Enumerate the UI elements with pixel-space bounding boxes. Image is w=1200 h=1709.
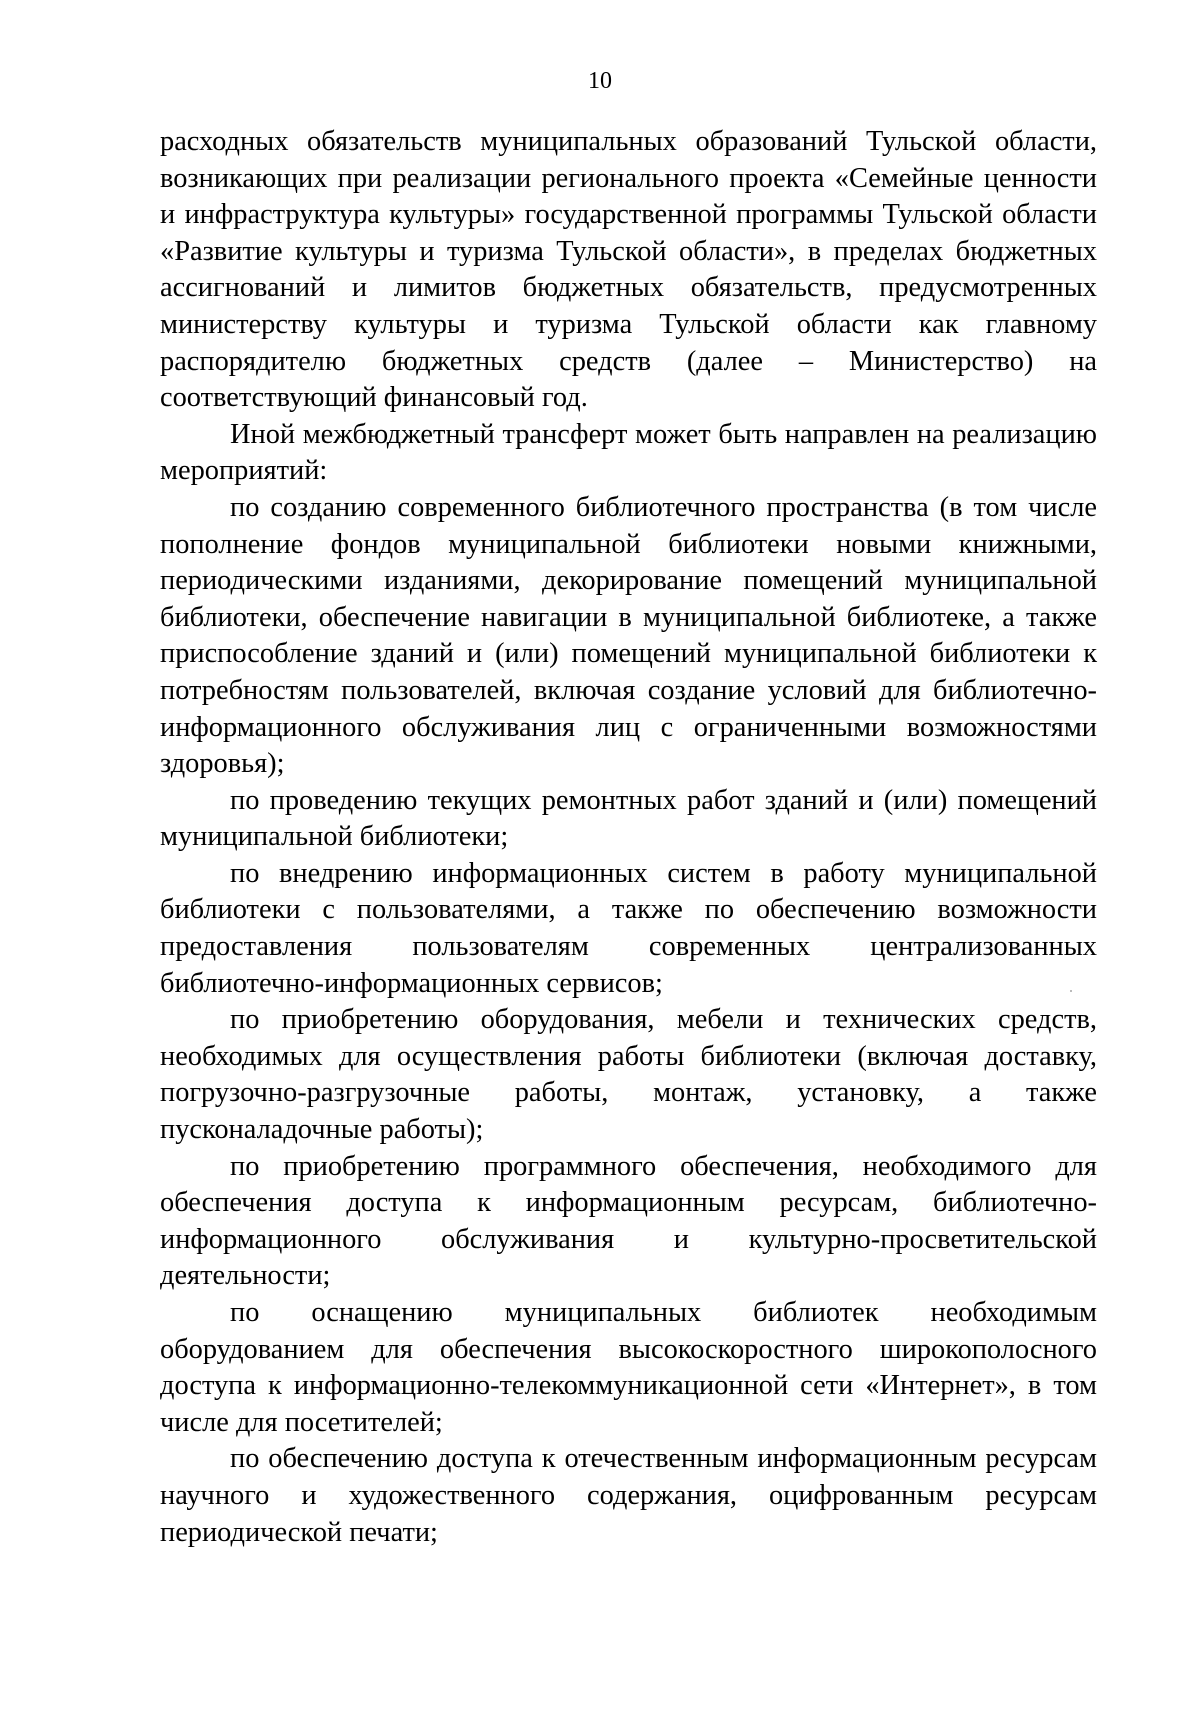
paragraph-transfer-purpose: Иной межбюджетный трансферт может быть направлен на реализацию мероприятий: bbox=[160, 418, 1097, 487]
paragraph-information-resources: по обеспечению доступа к отечественным информационным ресурсам научного и художественного содержания, оцифрованным ресурсам периодической печати; bbox=[160, 1443, 1097, 1548]
paragraph-information-systems: по внедрению информационных систем в работу муниципальной библиотеки с пользователями, а также по обеспечению возможности предоставления пользователям современных централизованных библиотечно-информационных сервисов; bbox=[160, 857, 1097, 999]
scan-speck bbox=[1070, 990, 1072, 992]
body-text bbox=[160, 124, 1097, 1551]
page-number: 10 bbox=[588, 68, 612, 94]
paragraph-library-space: по созданию современного библиотечного пространства (в том числе пополнение фондов муниципальной библиотеки новыми книжными, периодическими изданиями, декорирование помещений муниципальной библиотеки, обеспечение навигации в муниципальной библиотеке, а также приспособление зданий и (или) помещений муниципальной библиотеки к потребностям пользователей, включая создание условий для библиотечно-информационного обслуживания лиц с ограниченными возможностями здоровья); bbox=[160, 491, 1097, 780]
paragraph-repair-works: по проведению текущих ремонтных работ зданий и (или) помещений муниципальной библиотеки; bbox=[160, 784, 1097, 853]
paragraph-internet-access: по оснащению муниципальных библиотек необходимым оборудованием для обеспечения высокоскоростного широкополосного доступа к информационно-телекоммуникационной сети «Интернет», в том числе для посетителей; bbox=[160, 1297, 1097, 1438]
paragraph-continuation: расходных обязательств муниципальных образований Тульской области, возникающих при реализации регионального проекта «Семейные ценности и инфраструктура культуры» государственной программы Тульской области «Развитие культуры и туризма Тульской области», в пределах бюджетных ассигнований и лимитов бюджетных обязательств, предусмотренных министерству культуры и туризма Тульской области как главному распорядителю бюджетных средств (далее – Министерство) на соответствующий финансовый год. bbox=[160, 126, 1097, 414]
paragraph-equipment-purchase: по приобретению оборудования, мебели и технических средств, необходимых для осуществления работы библиотеки (включая доставку, погрузочно-разгрузочные работы, монтаж, установку, а также пусконаладочные работы); bbox=[160, 1004, 1097, 1146]
paragraph-software-purchase: по приобретению программного обеспечения, необходимого для обеспечения доступа к информационным ресурсам, библиотечно-информационного обслуживания и культурно-просветительской деятельности; bbox=[160, 1150, 1097, 1292]
